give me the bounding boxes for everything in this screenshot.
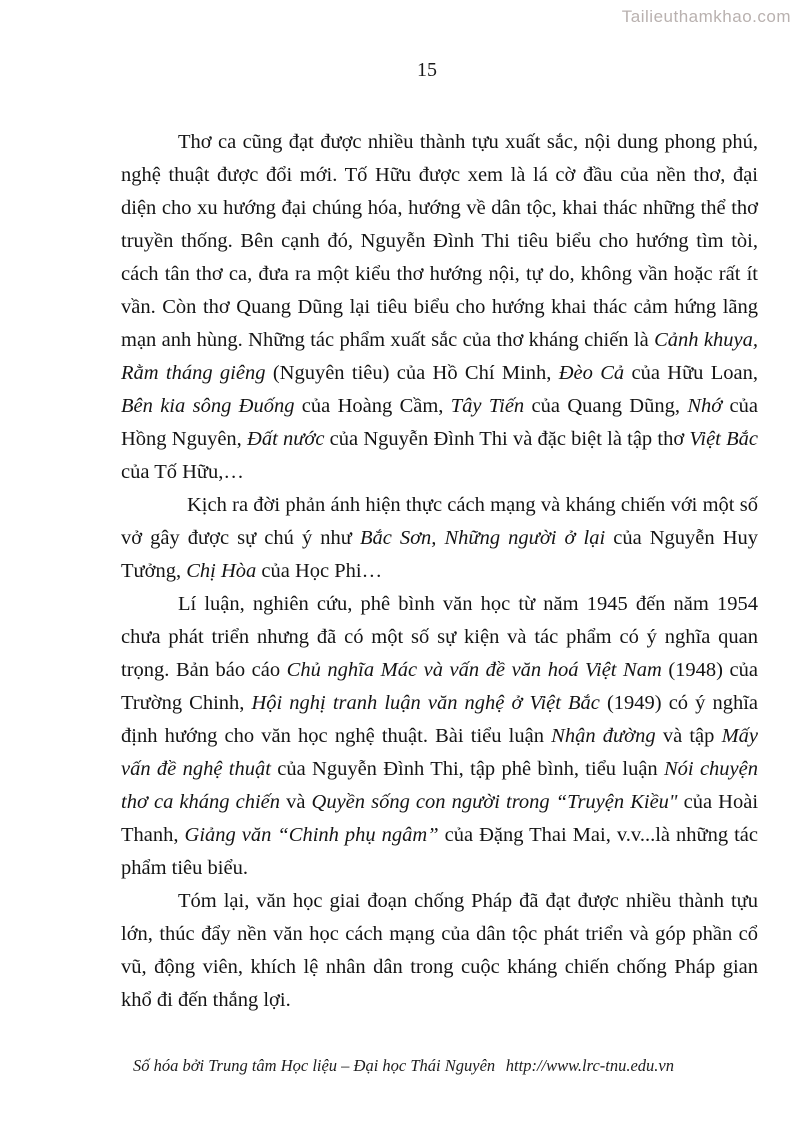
- italic-run: Quyền sống con người trong “Truyện Kiều": [311, 791, 678, 813]
- italic-run: Tây Tiến: [450, 395, 525, 417]
- text-run: của Hoàng Cầm,: [294, 395, 451, 417]
- italic-run: Nhận đường: [551, 725, 656, 747]
- page-number: 15: [417, 59, 437, 81]
- text-run: của Nguyễn Đình Thi và đặc biệt là tập thơ: [324, 428, 690, 450]
- italic-run: Mấy vấn đề nghệ thuật: [121, 725, 758, 780]
- text-run: (1948) của Trường Chinh,: [121, 659, 758, 714]
- paragraph: [121, 588, 758, 885]
- text-run: của Nguyễn Huy Tưởng,: [121, 527, 758, 582]
- italic-run: Cảnh khuya, Rằm tháng giêng: [121, 329, 758, 384]
- text-run: của Đặng Thai Mai, v.v...là những tác phẩm tiêu biểu.: [121, 824, 759, 879]
- text-run: (Nguyên tiêu) của Hồ Chí Minh,: [265, 362, 559, 384]
- text-run: (1949) có ý nghĩa định hướng cho văn học nghệ thuật. Bài tiểu luận: [121, 692, 759, 747]
- text-run: của Tố Hữu,…: [121, 461, 244, 483]
- italic-run: Chị Hòa: [186, 560, 257, 582]
- italic-run: Chủ nghĩa Mác và vấn đề văn hoá Việt Nam: [286, 659, 662, 681]
- italic-run: Bên kia sông Đuống: [121, 395, 295, 417]
- italic-run: Nói chuyện thơ ca kháng chiến: [121, 758, 758, 813]
- footer-url: http://www.lrc-tnu.edu.vn: [505, 1056, 674, 1075]
- paragraph: [121, 126, 758, 489]
- italic-run: Việt Bắc: [689, 428, 758, 450]
- italic-run: Hội nghị tranh luận văn nghệ ở Việt Bắc: [251, 692, 600, 714]
- text-run: của Quang Dũng,: [524, 395, 688, 417]
- text-run: và: [280, 791, 312, 813]
- italic-run: Bắc Sơn, Những người ở lại: [359, 527, 606, 549]
- text-run: của Nguyễn Đình Thi, tập phê bình, tiểu luận: [270, 758, 664, 780]
- watermark-text: Tailieuthamkhao.com: [621, 7, 791, 26]
- italic-run: Đèo Cả: [558, 362, 625, 384]
- document-body: [121, 126, 758, 1017]
- text-run: Lí luận, nghiên cứu, phê bình văn học từ năm 1945 đến năm 1954 chưa phát triển nhưng đã có một số sự kiện và tác phẩm có ý nghĩa quan trọng. Bản báo cáo: [121, 593, 758, 681]
- footer-digitized-by: Số hóa bởi Trung tâm Học liệu – Đại học Thái Nguyên: [133, 1056, 496, 1075]
- italic-run: Đất nước: [247, 428, 325, 450]
- text-run: của Học Phi…: [256, 560, 383, 582]
- text-run: Thơ ca cũng đạt được nhiều thành tựu xuất sắc, nội dung phong phú, nghệ thuật được đổi mới. Tố Hữu được xem là lá cờ đầu của nền thơ, đại diện cho xu hướng đại chúng hóa, hướng về dân tộc, khai thác những thể thơ truyền thống. Bên cạnh đó, Nguyễn Đình Thi tiêu biểu cho hướng tìm tòi, cách tân thơ ca, đưa ra một kiểu thơ hướng nội, tự do, không vần hoặc rất ít vần. Còn thơ Quang Dũng lại tiêu biểu cho hướng khai thác cảm hứng lãng mạn anh hùng. Những tác phẩm xuất sắc của thơ kháng chiến là: [121, 131, 758, 351]
- footer: [133, 1056, 674, 1076]
- italic-run: Giảng văn “Chinh phụ ngâm”: [184, 824, 439, 846]
- italic-run: Nhớ: [687, 395, 723, 417]
- text-run: của Hồng Nguyên,: [121, 395, 758, 450]
- paragraph: [121, 885, 758, 1017]
- text-run: Kịch ra đời phản ánh hiện thực cách mạng và kháng chiến với một số vở gây được sự chú ý như: [121, 494, 758, 549]
- text-run: và tập: [655, 725, 722, 747]
- text-run: Tóm lại, văn học giai đoạn chống Pháp đã đạt được nhiều thành tựu lớn, thúc đẩy nền văn học cách mạng của dân tộc phát triển và góp phần cổ vũ, động viên, khích lệ nhân dân trong cuộc kháng chiến chống Pháp gian khổ đi đến thắng lợi.: [121, 890, 758, 1011]
- text-run: của Hữu Loan,: [624, 362, 758, 384]
- paragraph: [121, 489, 758, 588]
- text-run: của Hoài Thanh,: [121, 791, 759, 846]
